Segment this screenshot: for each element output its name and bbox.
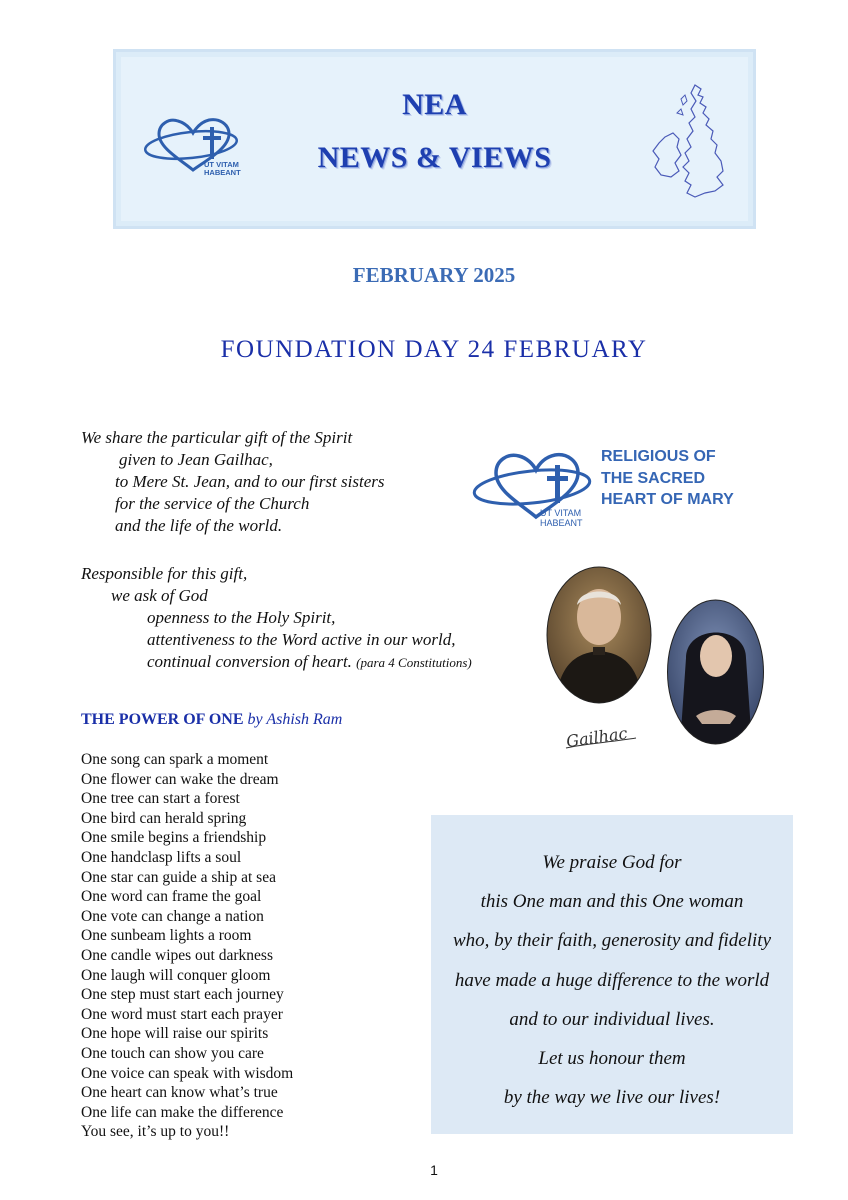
verse1-line: for the service of the Church: [115, 494, 310, 513]
poem-line: One candle wipes out darkness: [81, 946, 273, 964]
poem-line: One heart can know what’s true: [81, 1084, 278, 1102]
praise-line: have made a huge difference to the world: [454, 969, 770, 991]
constitution-verse-2: [81, 563, 472, 674]
poem-line: One tree can start a forest: [81, 790, 240, 808]
masthead-inner: [121, 57, 748, 221]
verse1-line: to Mere St. Jean, and to our first sisters: [115, 472, 385, 491]
poem-line: One word must start each prayer: [81, 1005, 283, 1023]
poem-line: One bird can herald spring: [81, 809, 247, 827]
rscj-name-line: THE SACRED: [601, 469, 706, 487]
praise-line: and to our individual lives.: [509, 1008, 715, 1030]
praise-text: [431, 843, 793, 1117]
poem-line: One smile begins a friendship: [81, 829, 267, 847]
verse2-line-with-ref: [81, 651, 472, 674]
verse2-reference: (para 4 Constitutions): [356, 655, 472, 670]
rscj-heart-cross-logo-icon: [470, 445, 600, 530]
verse1-line: and the life of the world.: [115, 516, 283, 535]
praise-line: Let us honour them: [538, 1048, 686, 1070]
masthead-title-line1: NEA: [402, 88, 467, 121]
power-of-one-byline: by Ashish Ram: [247, 711, 343, 728]
rscj-name-line: RELIGIOUS OF: [601, 448, 716, 465]
masthead-title-line2: NEWS & VIEWS: [317, 141, 552, 174]
poem-line: One laugh will conquer gloom: [81, 966, 271, 984]
verse2-line: continual conversion of heart.: [147, 652, 352, 671]
power-of-one-poem: [81, 750, 293, 1142]
verse2-line: Responsible for this gift,: [81, 564, 248, 583]
praise-line: this One man and this One woman: [480, 891, 744, 913]
poem-line: One life can make the difference: [81, 1103, 284, 1121]
poem-line: One step must start each journey: [81, 986, 284, 1004]
rscj-name: [601, 446, 734, 511]
gailhac-signature-icon: [562, 716, 642, 756]
verse1-line: given to Jean Gailhac,: [119, 450, 273, 469]
praise-line: We praise God for: [542, 852, 682, 873]
poem-line: One handclasp lifts a soul: [81, 848, 242, 866]
rscj-name-line: HEART OF MARY: [601, 491, 734, 508]
praise-line: who, by their faith, generosity and fidelity: [452, 930, 772, 952]
power-of-one-heading: [81, 711, 342, 729]
verse2-line: openness to the Holy Spirit,: [147, 608, 336, 627]
praise-line: by the way we live our lives!: [503, 1087, 721, 1109]
verse2-line: we ask of God: [111, 586, 208, 605]
issue-date: FEBRUARY 2025: [352, 263, 516, 287]
praise-box: [431, 815, 793, 1134]
foundation-day-title: FOUNDATION DAY 24 FEBRUARY: [220, 336, 648, 363]
verse1-line: We share the particular gift of the Spirit: [81, 428, 353, 447]
signature-text: Gailhac: [565, 723, 629, 751]
verse2-line: attentiveness to the Word active in our world,: [147, 630, 456, 649]
poem-line: One sunbeam lights a room: [81, 927, 252, 945]
poem-line: One touch can show you care: [81, 1044, 264, 1062]
uk-ireland-map-icon: [643, 81, 733, 211]
poem-line: One flower can wake the dream: [81, 770, 279, 788]
portrait-jean-gailhac: [545, 565, 653, 705]
poem-line: One voice can speak with wisdom: [81, 1064, 294, 1082]
poem-line: You see, it’s up to you!!: [81, 1123, 230, 1141]
constitution-verse-1: [81, 427, 384, 537]
portrait-mere-st-jean: [666, 598, 765, 746]
poem-line: One hope will raise our spirits: [81, 1025, 269, 1043]
masthead: [113, 49, 756, 229]
logo-text-line1: UT VITAM: [204, 160, 239, 169]
poem-line: One star can guide a ship at sea: [81, 868, 276, 886]
poem-line: One song can spark a moment: [81, 751, 269, 768]
power-of-one-title: THE POWER OF ONE: [81, 711, 244, 728]
rscj-logo-text-line1: UT VITAM: [540, 508, 582, 518]
poem-line: One vote can change a nation: [81, 907, 264, 925]
poem-line: One word can frame the goal: [81, 888, 262, 906]
page-number: 1: [430, 1162, 438, 1178]
logo-text-line2: HABEANT: [204, 168, 241, 177]
rscj-logo-text-line2: HABEANT: [540, 518, 583, 528]
